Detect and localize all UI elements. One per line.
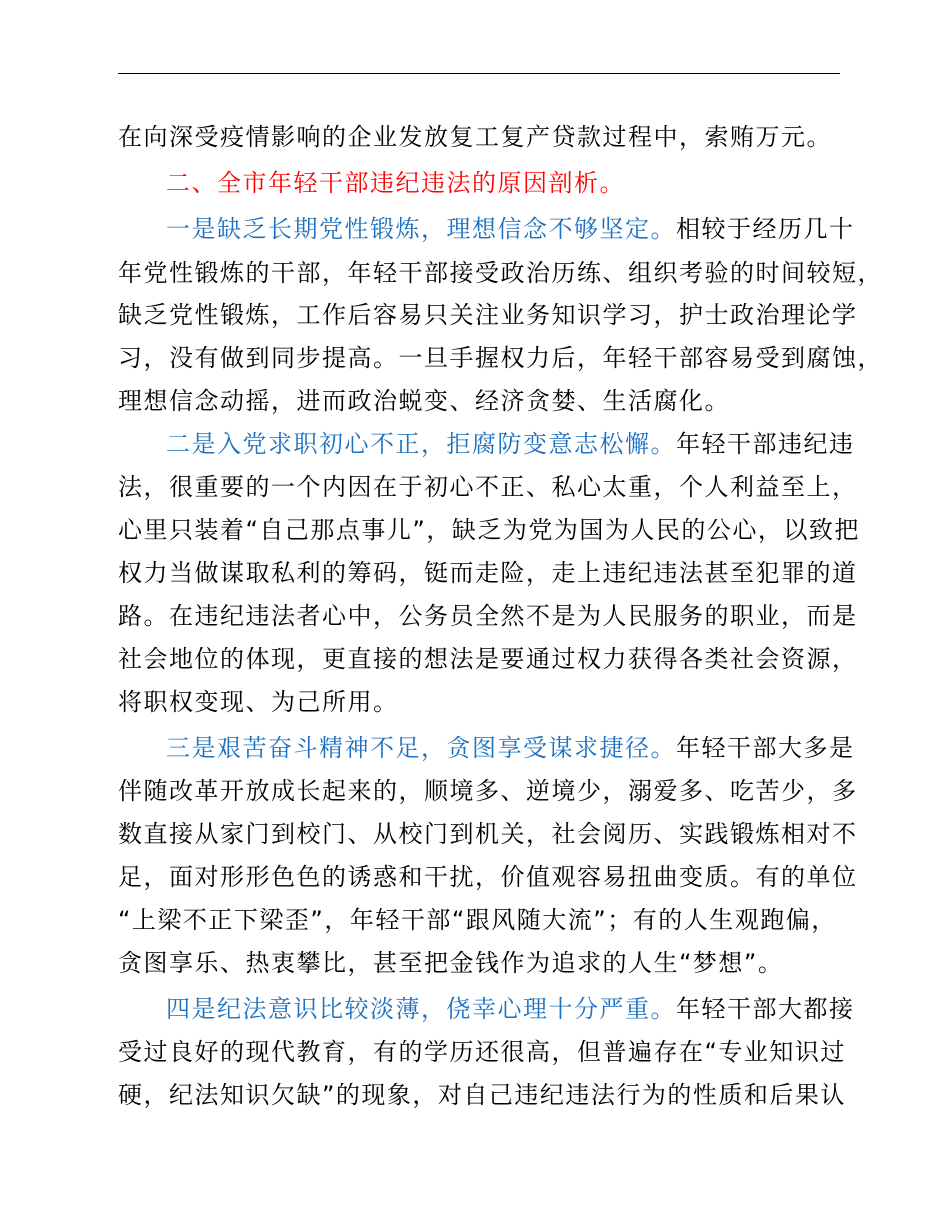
point-heading: 四是纪法意识比较淡薄，侥幸心理十分严重。 — [166, 995, 676, 1023]
paragraph-first-line — [166, 429, 855, 459]
body-line: 社会地位的体现，更直接的想法是要通过权力获得各类社会资源， — [118, 645, 858, 673]
body-line: 理想信念动摇，进而政治蜕变、经济贪婪、生活腐化。 — [118, 387, 730, 415]
body-line: 法，很重要的一个内因在于初心不正、私心太重，个人利益至上， — [118, 473, 858, 501]
body-line: 年党性锻炼的干部，年轻干部接受政治历练、组织考验的时间较短， — [118, 259, 883, 287]
point-heading: 二是入党求职初心不正，拒腐防变意志松懈。 — [166, 430, 676, 458]
body-line: 习，没有做到同步提高。一旦手握权力后，年轻干部容易受到腐蚀， — [118, 344, 883, 372]
body-line: 权力当做谋取私利的筹码，铤而走险，走上违纪违法甚至犯罪的道 — [118, 559, 858, 587]
paragraph-first-line — [166, 214, 855, 244]
body-line: 贪图享乐、热衷攀比，甚至把金钱作为追求的人生“梦想”。 — [118, 949, 784, 977]
body-line: 心里只装着“自己那点事儿”，缺乏为党为国为人民的公心，以致把 — [118, 516, 860, 544]
section-heading: 二、全市年轻干部违纪违法的原因剖析。 — [166, 169, 625, 197]
body-text: 相较于经历几十 — [676, 215, 855, 243]
body-line: 受过良好的现代教育，有的学历还很高，但普遍存在“专业知识过 — [118, 1038, 846, 1066]
body-line: 数直接从家门到校门、从校门到机关，社会阅历、实践锻炼相对不 — [118, 820, 858, 848]
point-heading: 三是艰苦奋斗精神不足，贪图享受谋求捷径。 — [166, 734, 676, 762]
body-line: 将职权变现、为己所用。 — [118, 688, 399, 716]
body-text: 年轻干部大多是 — [676, 734, 855, 762]
paragraph-first-line — [166, 733, 855, 763]
body-line: 在向深受疫情影响的企业发放复工复产贷款过程中，索贿万元。 — [118, 123, 832, 151]
body-line: 路。在违纪违法者心中，公务员全然不是为人民服务的职业，而是 — [118, 602, 858, 630]
body-text: 年轻干部大都接 — [676, 995, 855, 1023]
body-line: 足，面对形形色色的诱惑和干扰，价值观容易扭曲变质。有的单位 — [118, 863, 858, 891]
header-rule — [118, 73, 840, 74]
paragraph-first-line — [166, 994, 855, 1024]
point-heading: 一是缺乏长期党性锻炼，理想信念不够坚定。 — [166, 215, 676, 243]
body-line: 缺乏党性锻炼，工作后容易只关注业务知识学习，护士政治理论学 — [118, 301, 858, 329]
body-text: 年轻干部违纪违 — [676, 430, 855, 458]
body-line: “上梁不正下梁歪”，年轻干部“跟风随大流”；有的人生观跑偏， — [118, 906, 837, 934]
body-line: 硬，纪法知识欠缺”的现象，对自己违纪违法行为的性质和后果认 — [118, 1081, 846, 1109]
body-line: 伴随改革开放成长起来的，顺境多、逆境少，溺爱多、吃苦少，多 — [118, 777, 858, 805]
